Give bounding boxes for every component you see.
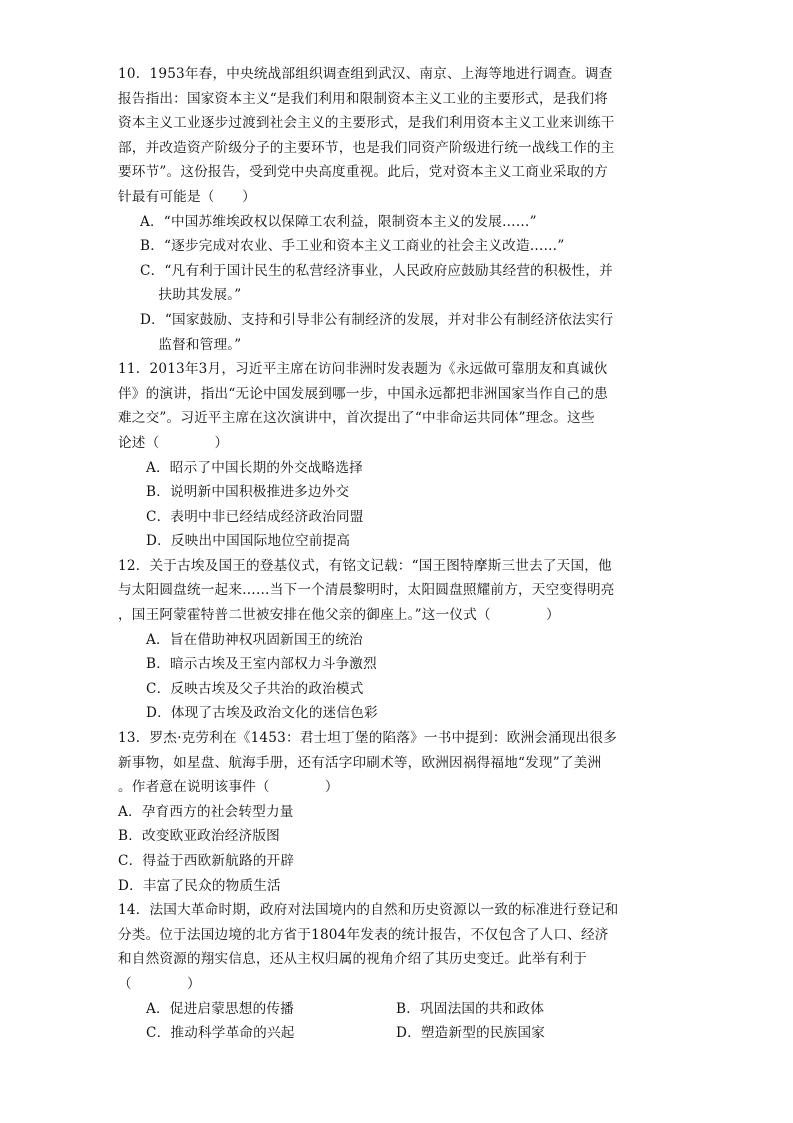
question-stem-line: 和自然资源的翔实信息，还从主权归属的视角介绍了其历史变迁。此举有利于: [118, 951, 587, 968]
question-stem-line: 14．法国大革命时期，政府对法国境内的自然和历史资源以一致的标准进行登记和: [118, 902, 619, 919]
option-c: C．“凡有利于国计民生的私营经济事业，人民政府应鼓励其经营的积极性，并: [140, 262, 613, 279]
question-stem-line: 报告指出：国家资本主义“是我们利用和限制资本主义工业的主要形式，是我们将: [118, 90, 608, 107]
question-10: [118, 62, 678, 357]
question-14: [118, 898, 678, 1046]
question-stem-line: 分类。位于法国边境的北方省于1804年发表的统计报告，不仅包含了人口、经济: [118, 926, 609, 943]
option-c: C．得益于西欧新航路的开辟: [118, 853, 295, 869]
option-b: B．改变欧亚政治经济版图: [118, 828, 280, 845]
option-d: D．丰富了民众的物质生活: [118, 877, 281, 894]
option-a: A．促进启蒙思想的传播: [146, 1000, 294, 1017]
option-a: A．“中国苏维埃政权以保障工农利益，限制资本主义的发展……”: [140, 213, 537, 230]
question-12: [118, 554, 678, 726]
question-stem-line: 新事物，如星盘、航海手册，还有活字印刷术等，欧洲因祸得福地“发现”了美洲: [118, 754, 602, 771]
option-b: B．“逐步完成对农业、手工业和资本主义工商业的社会主义改造……”: [140, 238, 565, 255]
question-stem-line: ，国王阿蒙霍特普二世被安排在他父亲的御座上。”这一仪式（ ）: [118, 607, 560, 624]
option-c-continued: 扶助其发展。”: [140, 287, 242, 304]
option-c: C．表明中非已经结成经济政治同盟: [146, 508, 364, 525]
option-c: C．推动科学革命的兴起: [146, 1025, 295, 1042]
question-stem-line: （ ）: [118, 975, 201, 992]
option-a: A．昭示了中国长期的外交战略选择: [146, 459, 363, 476]
question-stem-line: 11．2013年3月，习近平主席在访问非洲时发表题为《永远做可靠朋友和真诚伙: [118, 361, 608, 378]
question-stem-line: 难之交”。习近平主席在这次演讲中，首次提出了“中非命运共同体”理念。这些: [118, 410, 595, 427]
question-stem-line: 10．1953年春，中央统战部组织调查组到武汉、南京、上海等地进行调查。调查: [118, 66, 613, 82]
option-d: D．反映出中国国际地位空前提高: [146, 533, 351, 550]
question-stem-line: 针最有可能是（ ）: [118, 188, 256, 205]
option-row: [118, 1021, 678, 1046]
question-stem-line: 论述（ ）: [118, 434, 229, 451]
option-d: D．“国家鼓励、支持和引导非公有制经济的发展，并对非公有制经济依法实行: [140, 311, 614, 328]
question-stem-line: 要环节”。这份报告，受到党中央高度重视。此后，党对资本主义工商业采取的方: [118, 164, 608, 181]
question-stem-line: 。作者意在说明该事件（ ）: [118, 779, 339, 796]
question-stem-line: 资本主义工业逐步过渡到社会主义的主要形式，是我们利用资本主义工业来训练干: [118, 115, 615, 132]
question-13: [118, 726, 678, 898]
exam-page: [118, 62, 678, 1046]
option-d-continued: 监督和管理。”: [140, 336, 242, 353]
question-stem-line: 与太阳圆盘统一起来……当下一个清晨黎明时，太阳圆盘照耀前方，天空变得明亮: [118, 582, 615, 599]
option-d: D．塑造新型的民族国家: [396, 1025, 546, 1042]
question-stem-line: 部，并改造资产阶级分子的主要环节，也是我们同资产阶级进行统一战线工作的主: [118, 139, 615, 156]
question-stem-line: 12．关于古埃及国王的登基仪式，有铭文记载：“国王图特摩斯三世去了天国，他: [118, 557, 612, 574]
option-a: A．旨在借助神权巩固新国王的统治: [146, 631, 363, 648]
question-stem-line: 13．罗杰·克劳利在《1453：君士坦丁堡的陷落》一书中提到：欧洲会涌现出很多: [118, 730, 618, 747]
question-11: [118, 357, 678, 554]
option-a: A．孕育西方的社会转型力量: [118, 803, 294, 820]
option-d: D．体现了古埃及政治文化的迷信色彩: [146, 705, 378, 722]
option-b: B．巩固法国的共和政体: [396, 1000, 545, 1017]
option-b: B．说明新中国积极推进多边外交: [146, 484, 350, 501]
option-c: C．反映古埃及父子共治的政治模式: [146, 680, 364, 697]
question-stem-line: 伴》的演讲，指出“无论中国发展到哪一步，中国永远都把非洲国家当作自己的患: [118, 385, 608, 402]
option-row: [118, 997, 678, 1022]
option-b: B．暗示古埃及王室内部权力斗争激烈: [146, 656, 377, 673]
